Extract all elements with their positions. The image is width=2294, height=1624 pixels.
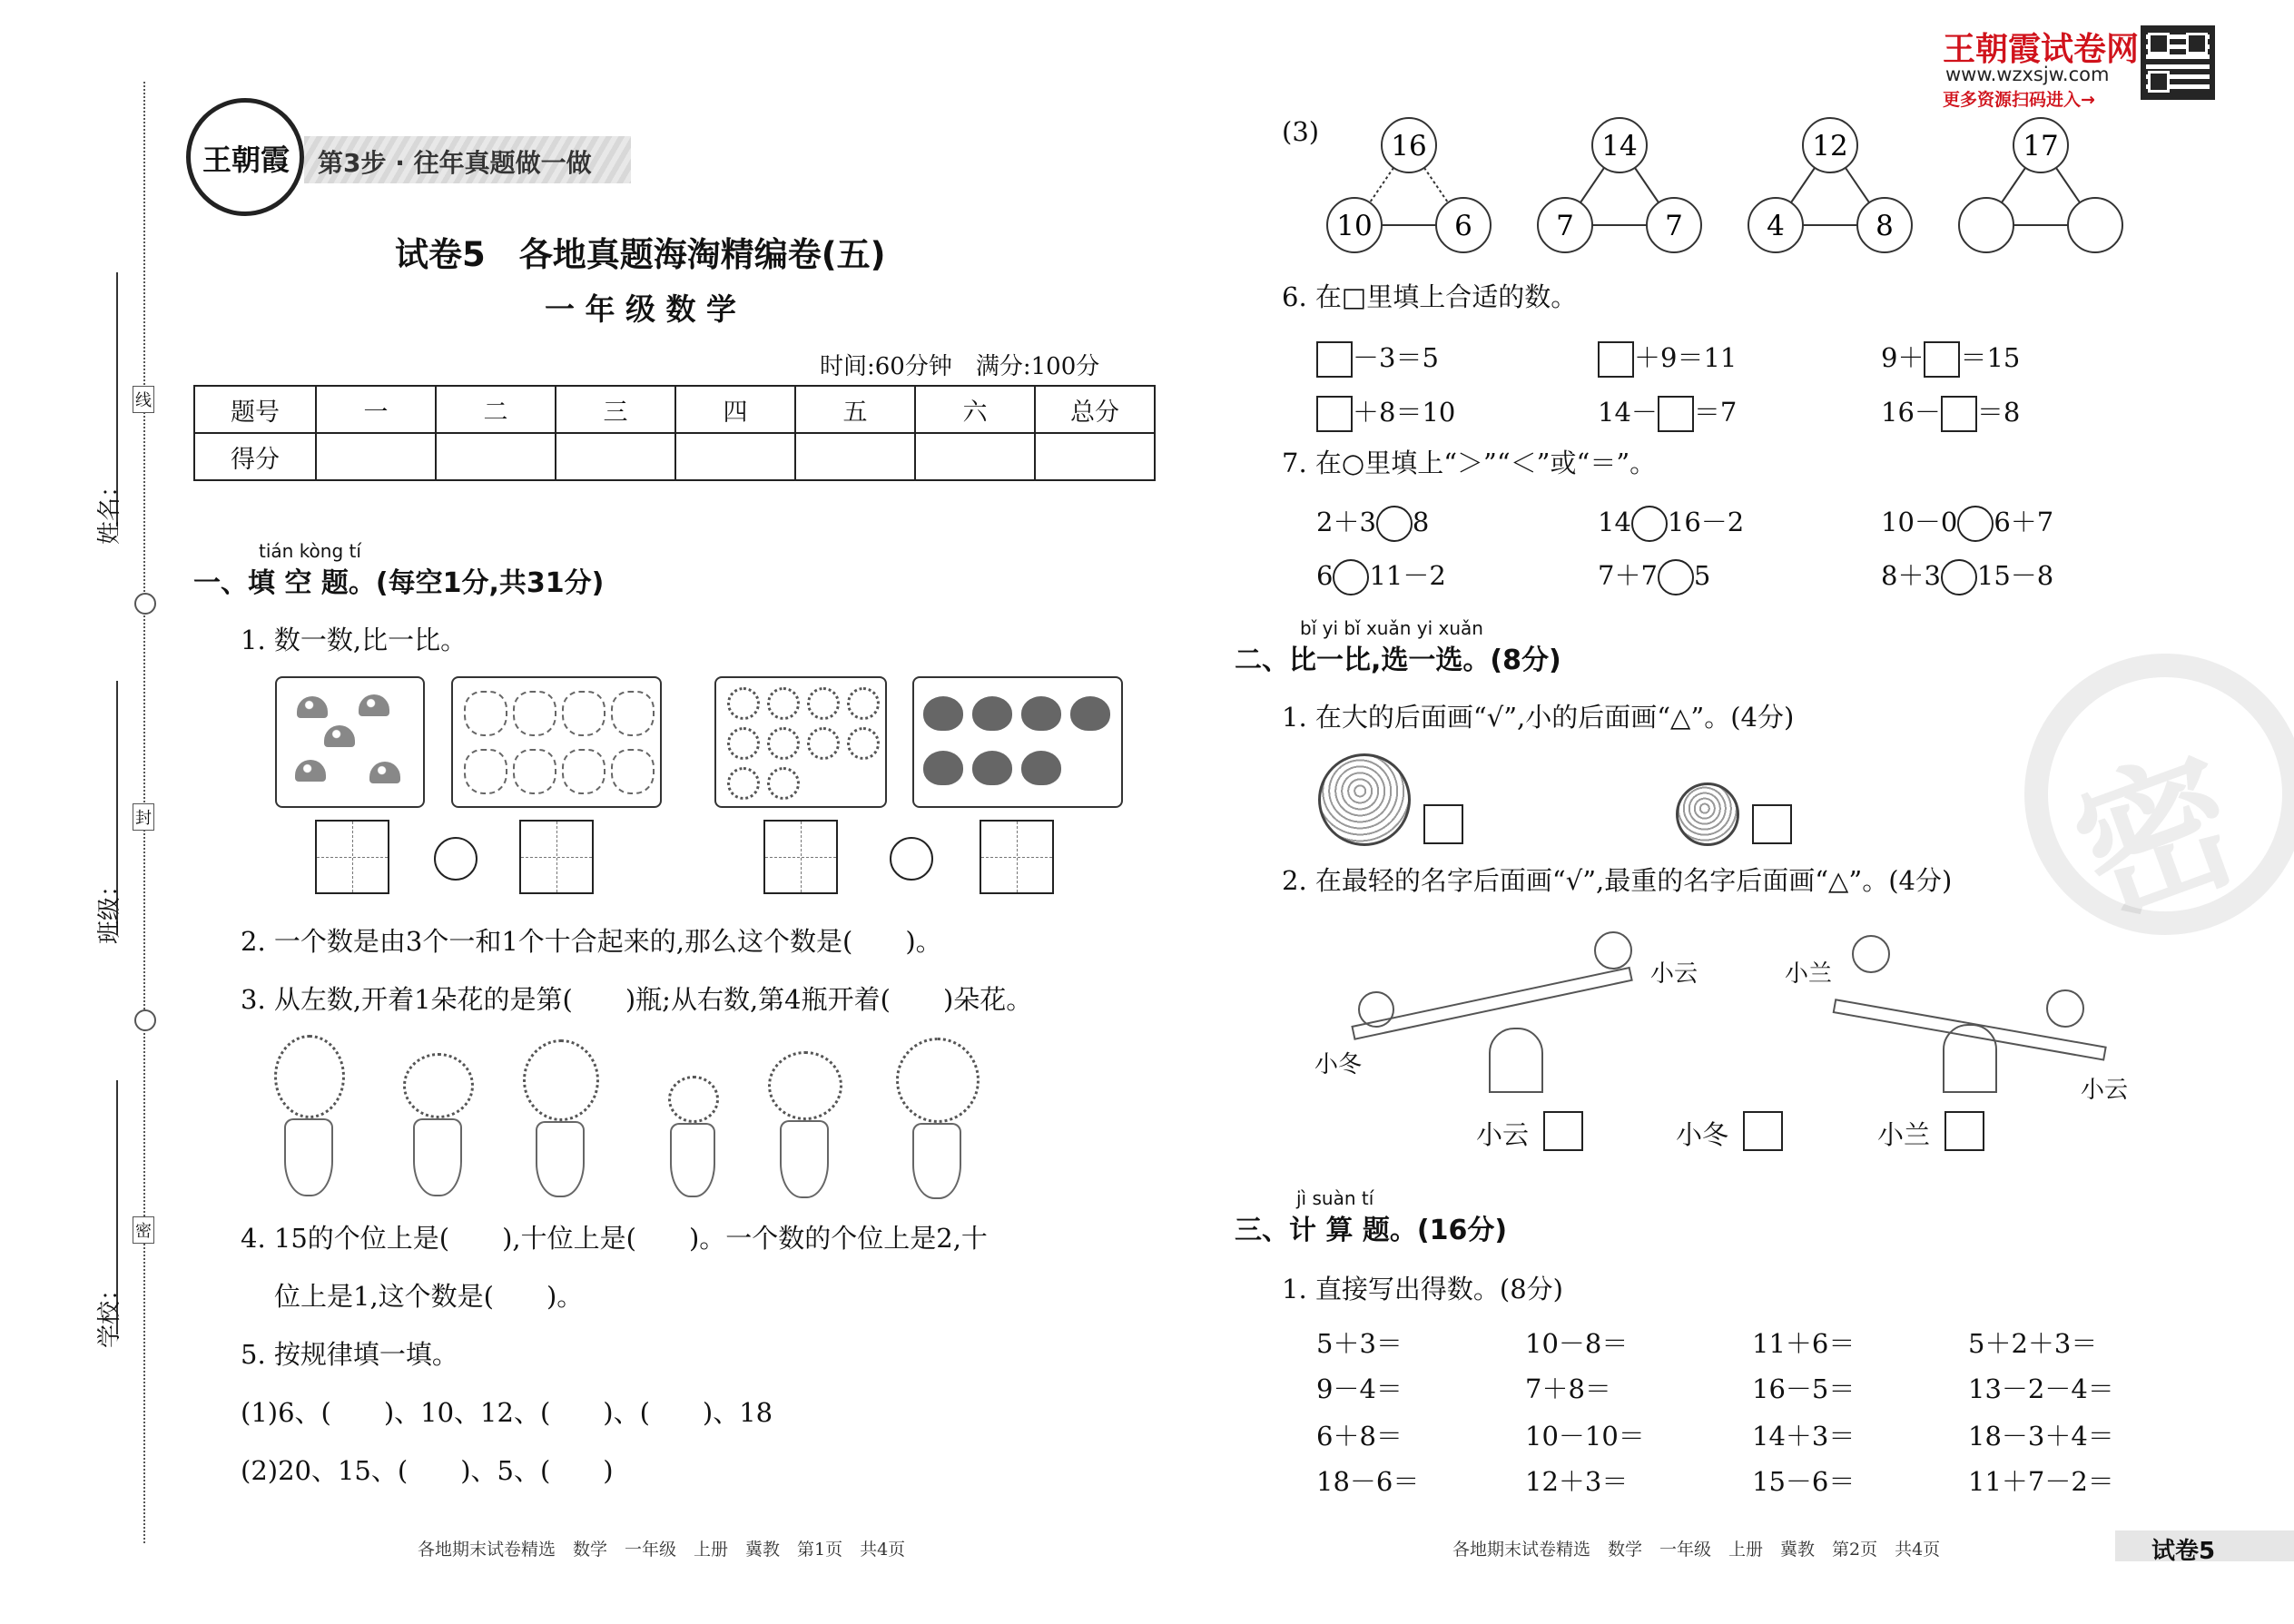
cat-icon <box>611 749 655 794</box>
equation-prefix: 16－ <box>1881 397 1941 428</box>
cat-icon <box>464 749 507 794</box>
mushroom-icon <box>324 725 355 747</box>
cat-icon <box>562 691 605 736</box>
compare-right-side: 16－2 <box>1667 507 1745 537</box>
compare-left-side: 8＋3 <box>1881 560 1941 591</box>
fill-box-equation <box>1316 392 1455 432</box>
flower-icon <box>727 687 760 720</box>
answer-grid-box[interactable] <box>519 820 594 894</box>
answer-box[interactable] <box>1658 396 1694 432</box>
answer-box[interactable] <box>1941 396 1977 432</box>
question-4-line1: 4. 15的个位上是( ),十位上是( )。一个数的个位上是2,十 <box>241 1223 988 1254</box>
footer-right: 各地期末试卷精选 数学 一年级 上册 冀教 第2页 共4页 <box>1452 1540 1941 1560</box>
fill-box-equation <box>1316 338 1439 378</box>
brand-url: www.wzxsjw.com <box>1945 64 2110 85</box>
compare-expression <box>1598 502 1744 542</box>
equation-suffix: ＋9＝11 <box>1634 342 1738 373</box>
flower-icon <box>767 727 800 760</box>
flower-icon <box>847 727 880 760</box>
triangle-node-number: 7 <box>1556 210 1574 242</box>
binding-hole-icon <box>134 1009 156 1031</box>
footer-badge: 试卷5 <box>2151 1538 2216 1565</box>
score-table-cell: 二 <box>436 386 556 433</box>
cat-picture-box <box>451 676 662 808</box>
score-table-cell: 五 <box>795 386 915 433</box>
number-triangles <box>1307 109 2151 263</box>
seesaw2-left-name: 小兰 <box>1785 960 1833 988</box>
question-6: 6. 在□里填上合适的数。 <box>1282 281 1578 312</box>
calculation-expression[interactable]: 14＋3＝ <box>1752 1421 1856 1452</box>
strawberry-icon <box>923 696 963 731</box>
answer-box[interactable] <box>1316 396 1353 432</box>
answer-name-xiaolan: 小兰 <box>1877 1119 1931 1150</box>
score-input-cell[interactable] <box>436 433 556 480</box>
mushroom-icon <box>359 694 389 716</box>
triangle-node-number: 16 <box>1391 130 1427 162</box>
compare-circle[interactable] <box>434 837 478 881</box>
seesaw-2 <box>1797 908 2124 1098</box>
triangle-node-circle[interactable] <box>2068 198 2122 252</box>
strawberry-icon <box>1021 751 1061 785</box>
compare-right-side: 15－8 <box>1976 560 2054 591</box>
vase-with-flowers-icon <box>892 1038 978 1198</box>
equation-prefix: 9＋ <box>1881 342 1925 373</box>
question-5-1: (1)6、( )、10、12、( )、( )、18 <box>241 1397 773 1428</box>
answer-box[interactable] <box>1598 341 1634 378</box>
time-info: 时间:60分钟 满分:100分 <box>820 353 1100 380</box>
flower-picture-box <box>714 676 887 808</box>
score-input-cell[interactable] <box>556 433 675 480</box>
calculation-expression[interactable]: 13－2－4＝ <box>1968 1373 2114 1404</box>
cat-icon <box>611 691 655 736</box>
fill-box-equation <box>1881 392 2020 432</box>
girl-icon <box>1594 931 1632 969</box>
compare-circle[interactable] <box>1658 559 1694 595</box>
question-2: 2. 一个数是由3个一和1个十合起来的,那么这个数是( )。 <box>241 926 942 957</box>
equation-suffix: －3＝5 <box>1353 342 1439 373</box>
compare-right-side: 5 <box>1693 560 1711 591</box>
score-table <box>193 385 1156 481</box>
compare-left-side: 14 <box>1598 507 1631 537</box>
score-input-cell[interactable] <box>915 433 1035 480</box>
subject-title: 一 年 级 数 学 <box>545 291 736 327</box>
triangle-node-circle[interactable] <box>1959 198 2013 252</box>
equation-suffix: ＋8＝10 <box>1353 397 1456 428</box>
section1-heading: 一、填 空 题。(每空1分,共31分) <box>193 567 605 599</box>
calculation-expression[interactable]: 18－6＝ <box>1316 1466 1420 1497</box>
compare-expression <box>1316 502 1429 542</box>
score-table-cell: 总分 <box>1035 386 1155 433</box>
compare-expression <box>1881 502 2053 542</box>
flower-icon <box>727 767 760 800</box>
score-table-cell: 得分 <box>194 433 316 480</box>
girl-icon <box>2046 989 2084 1028</box>
triangle-node-number: 4 <box>1767 210 1785 242</box>
vase-with-flowers-icon <box>764 1051 841 1198</box>
compare-circle[interactable] <box>1941 559 1977 595</box>
answer-grid-box[interactable] <box>763 820 838 894</box>
triangle-node-number: 8 <box>1876 210 1894 242</box>
binding-mark-xian: 线 <box>133 386 154 413</box>
triangle-node-number: 6 <box>1454 210 1472 242</box>
calculation-expression[interactable]: 9－4＝ <box>1316 1373 1403 1404</box>
seesaw1-right-name: 小云 <box>1650 960 1698 988</box>
section2-heading: 二、比一比,选一选。(8分) <box>1235 645 1561 676</box>
girl-icon <box>1852 935 1890 973</box>
vase-with-flowers-icon <box>271 1035 343 1198</box>
strawberry-icon <box>923 751 963 785</box>
equation-suffix: ＝15 <box>1960 342 2021 373</box>
watermark-text: 密 <box>2053 726 2261 950</box>
strawberry-picture-box <box>912 676 1123 808</box>
binding-hole-icon <box>134 593 156 615</box>
calculation-expression[interactable]: 10－10＝ <box>1525 1421 1645 1452</box>
triangle-node-number: 17 <box>2023 130 2059 162</box>
calculation-expression[interactable]: 15－6＝ <box>1752 1466 1856 1497</box>
answer-box[interactable] <box>1924 341 1960 378</box>
answer-box[interactable] <box>1543 1111 1583 1151</box>
mushroom-icon <box>295 760 326 782</box>
seesaw2-right-name: 小云 <box>2081 1077 2129 1104</box>
flower-icon <box>807 727 840 760</box>
compare-right-side: 11－2 <box>1369 560 1446 591</box>
vase-with-flowers-icon <box>519 1039 597 1198</box>
boy-icon <box>1358 991 1394 1028</box>
score-table-cell: 四 <box>675 386 795 433</box>
flower-icon <box>847 687 880 720</box>
fill-box-equation <box>1881 338 2020 378</box>
footer-left: 各地期末试卷精选 数学 一年级 上册 冀教 第1页 共4页 <box>418 1540 906 1560</box>
score-input-cell[interactable] <box>316 433 436 480</box>
score-table-header-row <box>194 386 1155 433</box>
answer-box[interactable] <box>1743 1111 1783 1151</box>
calculation-expression[interactable]: 11＋6＝ <box>1752 1328 1856 1359</box>
question-5-2: (2)20、15、( )、5、( ) <box>241 1455 614 1486</box>
answer-name-xiaodong: 小冬 <box>1676 1119 1729 1150</box>
section2-question-1: 1. 在大的后面画“√”,小的后面画“△”。(4分) <box>1282 702 1795 733</box>
brand-name: 王朝霞试卷网 <box>1943 31 2140 68</box>
calculation-expression[interactable]: 18－3＋4＝ <box>1968 1421 2114 1452</box>
compare-left-side: 7＋7 <box>1598 560 1658 591</box>
calculation-expression[interactable]: 6＋8＝ <box>1316 1421 1403 1452</box>
triangle-node-number: 7 <box>1665 210 1683 242</box>
compare-expression <box>1598 556 1710 595</box>
step-label: 第3步 · 往年真题做一做 <box>318 148 592 178</box>
name-label: 姓名： <box>96 473 123 545</box>
question-4-line2: 位上是1,这个数是( )。 <box>274 1281 584 1312</box>
fill-box-equation <box>1598 338 1737 378</box>
compare-left-side: 6 <box>1316 560 1334 591</box>
answer-grid-box[interactable] <box>980 820 1054 894</box>
seesaw1-left-name: 小冬 <box>1314 1051 1363 1078</box>
mushroom-icon <box>369 762 400 783</box>
brand-seal-logo <box>186 98 304 216</box>
seesaw-1 <box>1316 908 1661 1098</box>
score-input-cell[interactable] <box>795 433 915 480</box>
compare-circle[interactable] <box>1333 559 1369 595</box>
fill-box-equation <box>1598 392 1737 432</box>
strawberry-icon <box>1070 696 1110 731</box>
score-input-cell[interactable] <box>675 433 795 480</box>
flower-icon <box>727 727 760 760</box>
cat-icon <box>464 691 507 736</box>
answer-name-xiaoyun: 小云 <box>1476 1119 1530 1150</box>
section2-pinyin: bǐ yi bǐ xuǎn yi xuǎn <box>1300 617 1483 639</box>
section3-pinyin: jì suàn tí <box>1296 1187 1374 1209</box>
compare-circle[interactable] <box>1376 506 1413 542</box>
equation-suffix: ＝7 <box>1693 397 1738 428</box>
triangle-node-number: 10 <box>1336 210 1373 242</box>
score-table-cell: 六 <box>915 386 1035 433</box>
vase-with-flowers-icon <box>399 1053 472 1198</box>
equation-suffix: ＝8 <box>1976 397 2021 428</box>
equation-prefix: 14－ <box>1598 397 1658 428</box>
triangle-node-number: 12 <box>1812 130 1848 162</box>
question-1: 1. 数一数,比一比。 <box>241 625 468 655</box>
calculation-expression[interactable]: 12＋3＝ <box>1525 1466 1629 1497</box>
cat-icon <box>513 691 556 736</box>
class-label: 班级： <box>96 872 123 944</box>
brand-tagline: 更多资源扫码进入→ <box>1943 90 2095 110</box>
vase-with-flowers-icon <box>661 1076 721 1198</box>
calculation-expression[interactable]: 16－5＝ <box>1752 1373 1856 1404</box>
cat-icon <box>562 749 605 794</box>
small-yarn-ball-icon <box>1676 782 1739 846</box>
calculation-expression[interactable]: 10－8＝ <box>1525 1328 1629 1359</box>
calculation-expression[interactable]: 7＋8＝ <box>1525 1373 1611 1404</box>
answer-box[interactable] <box>1423 804 1463 844</box>
section1-pinyin: tián kòng tí <box>259 540 361 562</box>
qr-code-icon <box>2141 25 2215 100</box>
large-yarn-ball-icon <box>1318 753 1411 846</box>
compare-circle[interactable] <box>1957 506 1994 542</box>
answer-grid-box[interactable] <box>315 820 389 894</box>
compare-circle[interactable] <box>1631 506 1668 542</box>
answer-box[interactable] <box>1316 341 1353 378</box>
strawberry-icon <box>972 696 1012 731</box>
question-7: 7. 在○里填上“＞”“＜”或“＝”。 <box>1282 448 1657 478</box>
flower-icon <box>807 687 840 720</box>
binding-mark-feng: 封 <box>133 803 154 831</box>
school-label: 学校： <box>96 1276 123 1348</box>
question-5: 5. 按规律填一填。 <box>241 1339 458 1370</box>
logo-text: 王朝霞 <box>202 143 290 177</box>
answer-box[interactable] <box>1944 1111 1984 1151</box>
compare-right-side: 6＋7 <box>1994 507 2054 537</box>
calculation-expression[interactable]: 5＋2＋3＝ <box>1968 1328 2098 1359</box>
calculation-expression[interactable]: 11＋7－2＝ <box>1968 1466 2114 1497</box>
score-table-cell: 三 <box>556 386 675 433</box>
binding-mark-mi: 密 <box>133 1216 154 1244</box>
compare-circle[interactable] <box>890 837 933 881</box>
score-table-cell: 一 <box>316 386 436 433</box>
compare-left-side: 2＋3 <box>1316 507 1376 537</box>
question-3: 3. 从左数,开着1朵花的是第( )瓶;从右数,第4瓶开着( )朵花。 <box>241 984 1033 1015</box>
flower-icon <box>767 687 800 720</box>
question-5-3-label: (3) <box>1282 116 1320 147</box>
score-table-score-row <box>194 433 1155 480</box>
compare-right-side: 8 <box>1412 507 1430 537</box>
mushroom-picture-box <box>275 676 425 808</box>
flower-icon <box>767 767 800 800</box>
score-input-cell[interactable] <box>1035 433 1155 480</box>
watermark-seal <box>2024 654 2294 950</box>
strawberry-icon <box>1021 696 1061 731</box>
triangle-node-number: 14 <box>1601 130 1638 162</box>
answer-box[interactable] <box>1752 804 1792 844</box>
strawberry-icon <box>972 751 1012 785</box>
compare-left-side: 10－0 <box>1881 507 1958 537</box>
section3-question-1: 1. 直接写出得数。(8分) <box>1282 1274 1563 1304</box>
mushroom-icon <box>297 696 328 718</box>
compare-expression <box>1881 556 2053 595</box>
section2-question-2: 2. 在最轻的名字后面画“√”,最重的名字后面画“△”。(4分) <box>1282 865 1953 896</box>
exam-title: 试卷5 各地真题海淘精编卷(五) <box>395 235 886 274</box>
calculation-expression[interactable]: 5＋3＝ <box>1316 1328 1403 1359</box>
score-table-cell: 题号 <box>194 386 316 433</box>
section3-heading: 三、计 算 题。(16分) <box>1235 1215 1508 1246</box>
compare-expression <box>1316 556 1446 595</box>
cat-icon <box>513 749 556 794</box>
